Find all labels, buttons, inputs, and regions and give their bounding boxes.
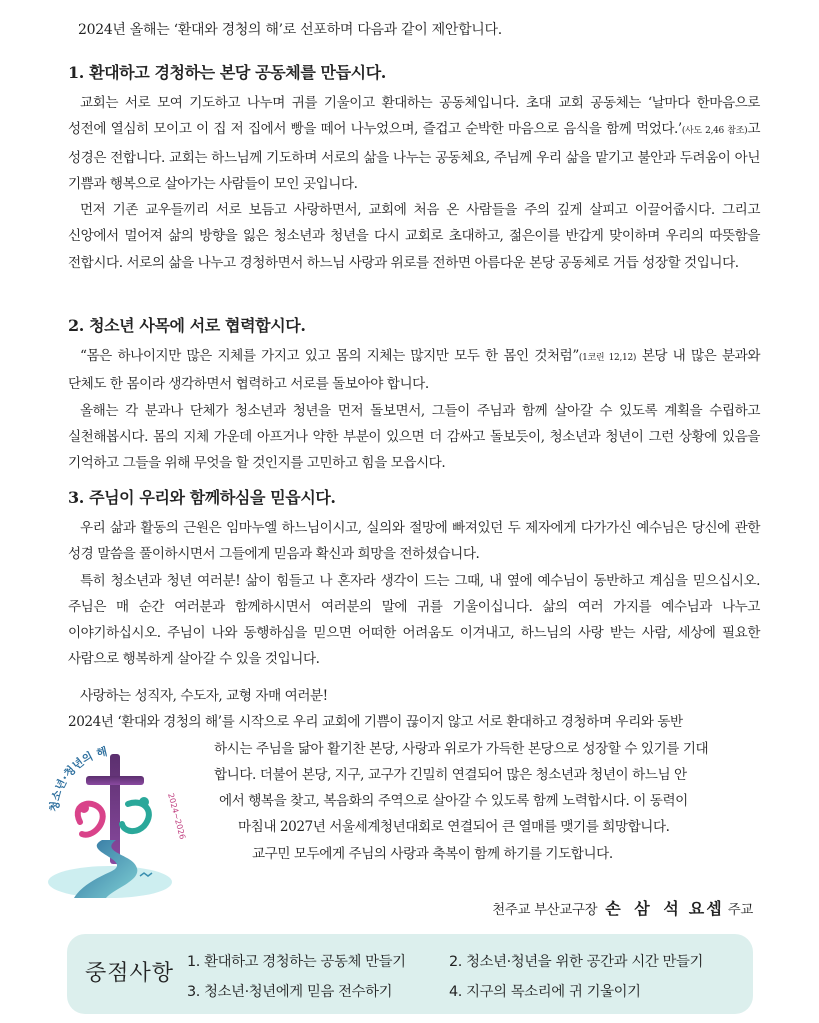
closing-line-2: 2024년 ‘환대와 경청의 해’를 시작으로 우리 교회에 기쁨이 끊이지 않고 서로 환대하고 경청하며 우리와 동반 bbox=[68, 714, 683, 731]
focus-points-box bbox=[67, 934, 753, 1014]
signature-rank: 주교 bbox=[727, 903, 753, 918]
section-3-title: 3. 주님이 우리와 함께하심을 믿읍시다. bbox=[68, 488, 336, 507]
closing-line-3: 하시는 주님을 닮아 활기찬 본당, 사랑과 위로가 가득한 본당으로 성장할 수 있기를 기대 bbox=[214, 740, 709, 757]
focus-item-3: 3. 청소년·청년에게 믿음 전수하기 bbox=[187, 984, 393, 1000]
closing-salutation: 사랑하는 성직자, 수도자, 교형 자매 여러분! bbox=[80, 688, 328, 704]
emblem-years: 2024~2026 bbox=[166, 792, 188, 841]
focus-item-4: 4. 지구의 목소리에 귀 기울이기 bbox=[449, 984, 641, 1000]
signature-baptismal-name: 요셉 bbox=[688, 899, 724, 918]
focus-item-2: 2. 청소년·청년을 위한 공간과 시간 만들기 bbox=[449, 954, 703, 970]
section-1-text: 교회는 서로 모여 기도하고 나누며 귀를 기울이고 환대하는 공동체입니다. 초대 교회 공동체는 ‘날마다 한마음으로 성전에 열심히 모이고 이 집 저 집에서 빵을 떼어 나누었으며, 즐겁고 순박한 마음으로 음식을 함께 먹었다.’ bbox=[68, 95, 760, 138]
closing-line-4: 합니다. 더불어 본당, 지구, 교구가 긴밀히 연결되어 많은 청소년과 청년이 하느님 안 bbox=[214, 766, 687, 783]
intro-line: 2024년 올해는 ‘환대와 경청의 해’로 선포하며 다음과 같이 제안합니다. bbox=[78, 22, 502, 38]
signature bbox=[492, 896, 753, 919]
section-3-paragraph-1: 우리 삶과 활동의 근원은 임마누엘 하느님이시고, 실의와 절망에 빠져있던 두 제자에게 다가가신 예수님은 당신에 관한 성경 말씀을 풀이하시면서 그들에게 믿음과 확신과 희망을 전하셨습니다. bbox=[68, 520, 760, 563]
section-2-text-cont: 본당 내 많은 분과와 단체도 한 몸이라 생각하면서 협력하고 서로를 돌보아야 합니다. bbox=[68, 348, 761, 393]
signature-title: 천주교 부산교구장 bbox=[492, 903, 598, 918]
section-1-paragraph-1 bbox=[68, 90, 760, 197]
emblem-arc-text: 청소년·청년의 해 bbox=[47, 744, 109, 813]
section-3 bbox=[68, 485, 760, 673]
section-2-title: 2. 청소년 사목에 서로 협력합시다. bbox=[68, 316, 306, 335]
section-2 bbox=[68, 313, 760, 476]
focus-title: 중점사항 bbox=[85, 961, 175, 986]
signature-name: 손 삼 석 bbox=[605, 899, 683, 918]
closing-line-6: 마침내 2027년 서울세계청년대회로 연결되어 큰 열매를 맺기를 희망합니다. bbox=[238, 819, 670, 836]
section-1-text-cont: 고 성경은 전합니다. 교회는 하느님께 기도하며 서로의 삶을 나누는 공동체요, 주님께 우리 삶을 맡기고 불안과 두려움이 아닌 기쁨과 행복으로 살아가는 사람들이 모인 곳입니다. bbox=[68, 121, 760, 192]
section-1-title: 1. 환대하고 경청하는 본당 공동체를 만듭시다. bbox=[68, 63, 386, 82]
section-2-paragraph-2: 올해는 각 분과나 단체가 청소년과 청년을 먼저 돌보면서, 그들이 주님과 함께 살아갈 수 있도록 계획을 수립하고 실천해봅시다. 몸의 지체 가운데 아프거나 약한 부분이 있으면 더 감싸고 돌보듯이, 청소년과 청년이 그런 상황에 있음을 기억하고 그들을 위해 무엇을 할 것인지를 고민하고 힘을 모읍시다. bbox=[68, 402, 760, 472]
section-3-paragraph-2: 특히 청소년과 청년 여러분! 삶이 힘들고 나 혼자라 생각이 드는 그때, 내 옆에 예수님이 동반하고 계심을 믿으십시오. 주님은 매 순간 여러분과 함께하시면서 여러분의 말에 귀를 기울이십니다. 삶의 여러 가지를 예수님과 나누고 이야기하십시오. 주님이 나와 동행하심을 믿으면 어떠한 어려움도 이겨내고, 하느님의 사랑 받는 사람, 세상에 필요한 사람으로 행복하게 살아갈 수 있을 것입니다. bbox=[68, 572, 760, 668]
closing-line-7: 교구민 모두에게 주님의 사랑과 축복이 함께 하기를 기도합니다. bbox=[252, 845, 613, 862]
focus-item-1: 1. 환대하고 경청하는 공동체 만들기 bbox=[187, 954, 406, 970]
section-2-quote: “몸은 하나이지만 많은 지체를 가지고 있고 몸의 지체는 많지만 모두 한 몸인 것처럼” bbox=[80, 348, 579, 364]
section-1 bbox=[68, 60, 760, 276]
section-1-reference: (사도 2,46 참조) bbox=[681, 126, 748, 137]
youth-year-emblem-icon bbox=[40, 742, 190, 902]
section-2-paragraph-1 bbox=[68, 343, 760, 398]
section-1-paragraph-2: 먼저 기존 교우들끼리 서로 보듬고 사랑하면서, 교회에 처음 온 사람들을 주의 깊게 살피고 이끌어줍시다. 그리고 신앙에서 멀어져 삶의 방향을 잃은 청소년과 청년을 다시 교회로 초대하고, 젊은이를 반갑게 맞이하며 우리의 따뜻함을 전합시다. 서로의 삶을 나누고 경청하면서 하느님 사랑과 위로를 전하면 아름다운 본당 공동체로 거듭 성장할 것입니다. bbox=[68, 202, 760, 271]
section-2-reference: (1코린 12,12) bbox=[578, 353, 637, 363]
closing-line-5: 에서 행복을 찾고, 복음화의 주역으로 살아갈 수 있도록 함께 노력합시다. 이 동력이 bbox=[219, 793, 688, 810]
